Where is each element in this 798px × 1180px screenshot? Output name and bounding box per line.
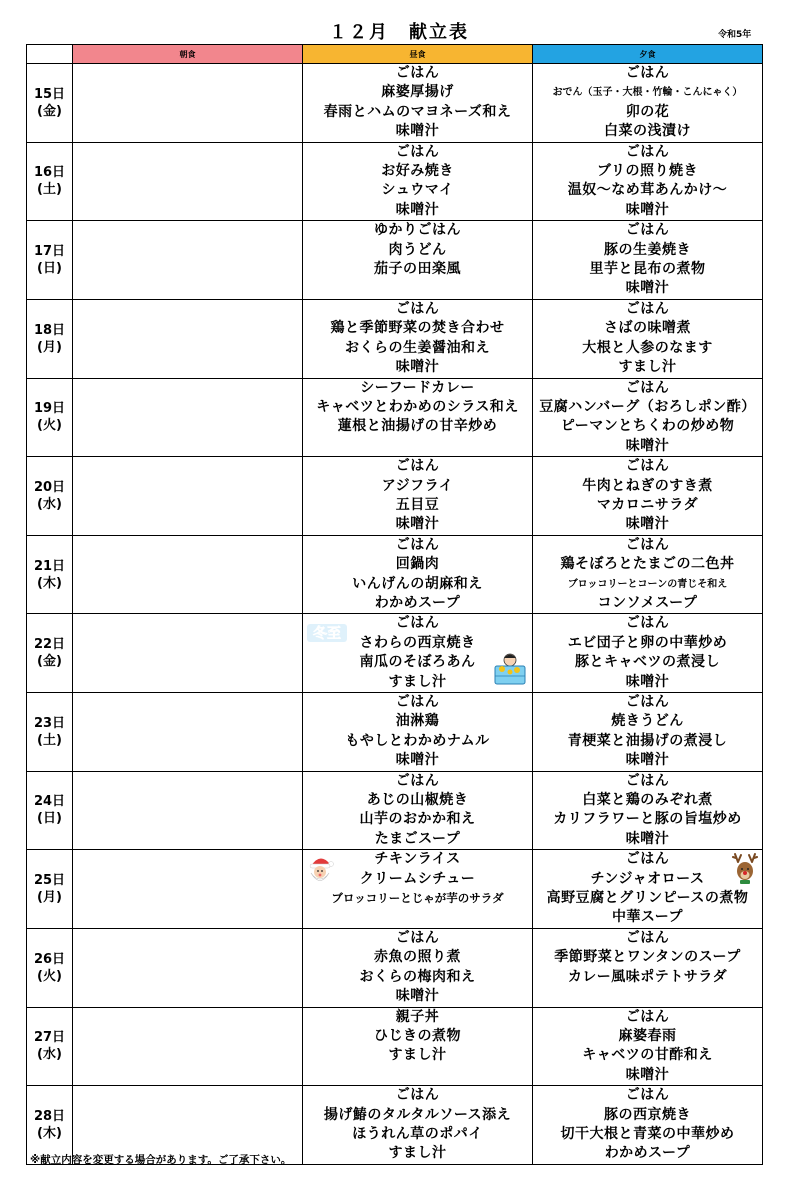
dish-item: 茄子の田楽風 — [374, 261, 461, 278]
dish-item: チンジャオロース — [590, 870, 705, 887]
dinner-header: 夕食 — [533, 45, 763, 64]
weekday: (金) — [37, 103, 62, 119]
dish-item: 味噌汁 — [625, 437, 670, 454]
dish-item: エビ団子と卵の中華炒め — [567, 634, 728, 651]
date-cell — [27, 693, 73, 772]
lunch-cell — [303, 614, 533, 693]
dish-item: 揚げ鰆のタルタルソース添え — [323, 1106, 512, 1123]
dish-item: たまごスープ — [374, 830, 461, 847]
dish-item: 麻婆春雨 — [618, 1027, 677, 1044]
lunch-cell — [303, 142, 533, 221]
dish-item: すまし汁 — [388, 673, 447, 690]
day-row — [27, 535, 763, 614]
dish-item: すまし汁 — [388, 1145, 447, 1162]
day-row — [27, 378, 763, 457]
dish-item: 味噌汁 — [625, 830, 670, 847]
breakfast-cell — [73, 1007, 303, 1086]
breakfast-cell — [73, 535, 303, 614]
dish-item: カレー風味ポテトサラダ — [567, 968, 728, 985]
dinner-cell — [533, 64, 763, 143]
weekday: (土) — [37, 182, 62, 198]
dish-item: すまし汁 — [618, 359, 677, 376]
dish-item: シーフードカレー — [360, 379, 475, 396]
dish-item: 鶏と季節野菜の焚き合わせ — [330, 320, 505, 337]
dish-item: ごはん — [625, 222, 670, 239]
header-row — [27, 45, 763, 64]
lunch-cell — [303, 1007, 533, 1086]
weekday: (月) — [37, 339, 62, 355]
breakfast-cell — [73, 299, 303, 378]
lunch-cell — [303, 221, 533, 300]
breakfast-cell — [73, 693, 303, 772]
dish-item: ほうれん草のポパイ — [352, 1125, 483, 1142]
dish-item: すまし汁 — [388, 1047, 447, 1064]
dish-item: わかめスープ — [374, 594, 461, 611]
day-row — [27, 771, 763, 850]
dish-item: ごはん — [625, 300, 670, 317]
dish-item: ごはん — [395, 929, 440, 946]
breakfast-cell — [73, 221, 303, 300]
day-number: 19日 — [33, 401, 66, 417]
dish-item: 味噌汁 — [395, 752, 440, 769]
dish-item: キャベツとわかめのシラス和え — [316, 398, 519, 415]
dish-item: お好み焼き — [381, 163, 454, 180]
dish-item: さわらの西京焼き — [359, 634, 476, 651]
breakfast-header: 朝食 — [73, 45, 303, 64]
winter-solstice-badge-icon — [307, 622, 347, 648]
breakfast-cell — [73, 771, 303, 850]
day-number: 28日 — [33, 1108, 66, 1124]
dish-item: 豚の生姜焼き — [604, 241, 691, 258]
dinner-cell — [533, 771, 763, 850]
dinner-cell — [533, 693, 763, 772]
dish-item: 油淋鶏 — [395, 713, 440, 730]
dish-item: ごはん — [625, 694, 670, 710]
day-number: 25日 — [33, 873, 66, 889]
dish-item: おくらの梅肉和え — [359, 968, 476, 985]
dish-item: 温奴～なめ茸あんかけ～ — [567, 182, 728, 199]
day-number: 23日 — [33, 715, 66, 731]
dinner-cell — [533, 299, 763, 378]
dish-item: 白菜の浅漬け — [604, 123, 691, 140]
dish-item: 味噌汁 — [625, 673, 670, 690]
lunch-cell — [303, 693, 533, 772]
dish-item: ごはん — [395, 615, 440, 632]
dish-item: ゆかりごはん — [374, 222, 461, 239]
dish-item: 焼きうどん — [611, 713, 684, 730]
dinner-cell — [533, 535, 763, 614]
footnote: ※献立内容を変更する場合があります。ご了承下さい。 — [30, 1154, 292, 1166]
dish-item: シュウマイ — [381, 182, 454, 199]
dinner-cell — [533, 928, 763, 1007]
dish-item: ごはん — [625, 65, 670, 81]
dish-item: 切干大根と青菜の中華炒め — [560, 1125, 735, 1142]
day-number: 24日 — [33, 794, 66, 810]
dish-item: 南瓜のそぼろあん — [359, 654, 476, 671]
dish-item: ひじきの煮物 — [374, 1027, 461, 1044]
date-cell — [27, 64, 73, 143]
dish-item: 豚とキャベツの煮浸し — [575, 654, 720, 671]
dish-item: 味噌汁 — [395, 359, 440, 376]
weekday: (木) — [37, 1125, 62, 1141]
dinner-cell — [533, 614, 763, 693]
dish-item: ごはん — [395, 300, 440, 317]
date-cell — [27, 457, 73, 536]
dish-item: 中華スープ — [611, 909, 684, 926]
dish-item: ブロッコリーとコーンの青じそ和え — [567, 578, 728, 590]
dish-item: ごはん — [395, 65, 440, 81]
dish-item: アジフライ — [381, 477, 454, 494]
dish-item: 味噌汁 — [625, 280, 670, 297]
dinner-cell — [533, 378, 763, 457]
dish-item: ごはん — [625, 143, 670, 160]
day-row — [27, 693, 763, 772]
date-cell — [27, 928, 73, 1007]
day-number: 21日 — [33, 558, 66, 574]
dish-item: 蓮根と油揚げの甘辛炒め — [337, 418, 498, 435]
lunch-cell — [303, 535, 533, 614]
day-row — [27, 850, 763, 929]
dinner-cell — [533, 850, 763, 929]
dish-item: 味噌汁 — [625, 752, 670, 769]
dish-item: 牛肉とねぎのすき煮 — [582, 477, 713, 494]
page-title: １２月 献立表 — [329, 22, 469, 43]
weekday: (水) — [37, 1047, 62, 1063]
day-number: 20日 — [33, 479, 66, 495]
dish-item: ごはん — [625, 458, 670, 475]
dish-item: 山芋のおかか和え — [359, 811, 476, 828]
dish-item: ごはん — [625, 772, 670, 789]
dinner-cell — [533, 457, 763, 536]
dish-item: ごはん — [625, 536, 670, 553]
date-cell — [27, 142, 73, 221]
dish-item: 味噌汁 — [395, 988, 440, 1005]
dish-item: 高野豆腐とグリンピースの煮物 — [546, 890, 749, 907]
yuzu-bath-icon — [492, 650, 528, 692]
date-cell — [27, 221, 73, 300]
lunch-header: 昼食 — [303, 45, 533, 64]
day-row — [27, 299, 763, 378]
lunch-cell — [303, 1086, 533, 1165]
weekday: (金) — [37, 654, 62, 670]
weekday: (火) — [37, 418, 62, 434]
breakfast-cell — [73, 614, 303, 693]
dish-item: 大根と人参のなます — [582, 339, 713, 356]
weekday: (日) — [37, 261, 62, 277]
dish-item: ごはん — [395, 143, 440, 160]
dish-item: ごはん — [395, 694, 440, 710]
dish-item: クリームシチュー — [359, 870, 476, 887]
dish-item: ごはん — [395, 1087, 440, 1104]
day-row — [27, 221, 763, 300]
date-cell — [27, 378, 73, 457]
day-number: 17日 — [33, 244, 66, 260]
weekday: (日) — [37, 811, 62, 827]
day-row — [27, 928, 763, 1007]
dish-item: 季節野菜とワンタンのスープ — [554, 949, 741, 966]
dish-item: ごはん — [395, 458, 440, 475]
weekday: (月) — [37, 890, 62, 906]
breakfast-cell — [73, 64, 303, 143]
breakfast-cell — [73, 850, 303, 929]
dish-item: もやしとわかめナムル — [345, 732, 490, 749]
dish-item: マカロニサラダ — [596, 496, 699, 513]
dish-item: チキンライス — [374, 851, 461, 868]
dish-item: 赤魚の照り煮 — [374, 949, 461, 966]
dish-item: 味噌汁 — [395, 201, 440, 218]
dish-item: コンソメスープ — [597, 594, 698, 611]
dish-item: 豆腐ハンバーグ（おろしポン酢） — [539, 398, 756, 415]
reindeer-icon — [732, 852, 758, 890]
day-row — [27, 142, 763, 221]
dish-item: ピーマンとちくわの炒め物 — [560, 418, 735, 435]
dish-item: 味噌汁 — [625, 516, 670, 533]
dish-item: 味噌汁 — [625, 201, 670, 218]
weekday: (木) — [37, 575, 62, 591]
date-cell — [27, 850, 73, 929]
lunch-cell — [303, 850, 533, 929]
era-label: 令和5年 — [718, 30, 752, 40]
weekday: (水) — [37, 496, 62, 512]
date-cell — [27, 771, 73, 850]
dish-item: 五目豆 — [395, 496, 440, 513]
dish-item: 卯の花 — [625, 103, 670, 120]
dish-item: いんげんの胡麻和え — [352, 575, 483, 592]
dish-item: ごはん — [625, 615, 670, 632]
dish-item: おでん（玉子・大根・竹輪・こんにゃく） — [552, 87, 743, 99]
lunch-cell — [303, 928, 533, 1007]
weekday: (土) — [37, 732, 62, 748]
dinner-cell — [533, 1086, 763, 1165]
dish-item: 味噌汁 — [625, 1066, 670, 1083]
day-number: 18日 — [33, 322, 66, 338]
day-number: 16日 — [33, 165, 66, 181]
lunch-cell — [303, 457, 533, 536]
day-number: 15日 — [33, 86, 66, 102]
dish-item: ごはん — [625, 379, 670, 396]
dish-item: 親子丼 — [395, 1008, 440, 1025]
dinner-cell — [533, 1007, 763, 1086]
day-number: 22日 — [33, 637, 66, 653]
weekday: (火) — [37, 968, 62, 984]
dish-item: ごはん — [625, 851, 670, 868]
lunch-cell — [303, 771, 533, 850]
day-number: 27日 — [33, 1030, 66, 1046]
date-cell — [27, 535, 73, 614]
day-row — [27, 1007, 763, 1086]
day-number: 26日 — [33, 951, 66, 967]
dish-item: 回鍋肉 — [395, 556, 440, 573]
dish-item: ごはん — [625, 1008, 670, 1025]
dish-item: 味噌汁 — [395, 123, 440, 140]
dish-item: 麻婆厚揚げ — [381, 84, 454, 101]
dish-item: ごはん — [625, 1087, 670, 1104]
dish-item: 白菜と鶏のみぞれ煮 — [582, 792, 713, 809]
dish-item: キャベツの甘酢和え — [582, 1047, 713, 1064]
dish-item: 里芋と昆布の煮物 — [589, 261, 706, 278]
lunch-cell — [303, 64, 533, 143]
dish-item: あじの山椒焼き — [366, 792, 469, 809]
dish-item: ブリの照り焼き — [597, 163, 698, 180]
date-cell — [27, 614, 73, 693]
breakfast-cell — [73, 457, 303, 536]
day-row — [27, 64, 763, 143]
dinner-cell — [533, 221, 763, 300]
dish-item: 肉うどん — [388, 241, 447, 258]
lunch-cell — [303, 299, 533, 378]
lunch-cell — [303, 378, 533, 457]
santa-claus-icon — [305, 852, 335, 890]
badge-text: 冬至 — [313, 626, 341, 643]
date-cell — [27, 1007, 73, 1086]
dish-item: ごはん — [395, 772, 440, 789]
dish-item: わかめスープ — [604, 1145, 691, 1162]
dish-item: さばの味噌煮 — [604, 320, 691, 337]
dish-item: 鶏そぼろとたまごの二色丼 — [560, 556, 735, 573]
dish-item: 豚の西京焼き — [604, 1106, 691, 1123]
date-header — [27, 45, 73, 64]
dish-item: ごはん — [625, 929, 670, 946]
dish-item: ごはん — [395, 536, 440, 553]
date-cell — [27, 299, 73, 378]
day-row — [27, 457, 763, 536]
day-row — [27, 614, 763, 693]
dish-item: 春雨とハムのマヨネーズ和え — [323, 103, 512, 120]
dish-item: ブロッコリーとじゃが芋のサラダ — [331, 891, 504, 906]
dish-item: おくらの生姜醤油和え — [345, 339, 490, 356]
menu-table — [26, 44, 763, 1165]
dinner-cell — [533, 142, 763, 221]
breakfast-cell — [73, 928, 303, 1007]
dish-item: 青梗菜と油揚げの煮浸し — [567, 732, 728, 749]
breakfast-cell — [73, 378, 303, 457]
breakfast-cell — [73, 142, 303, 221]
dish-item: カリフラワーと豚の旨塩炒め — [553, 811, 742, 828]
dish-item: 味噌汁 — [395, 516, 440, 533]
